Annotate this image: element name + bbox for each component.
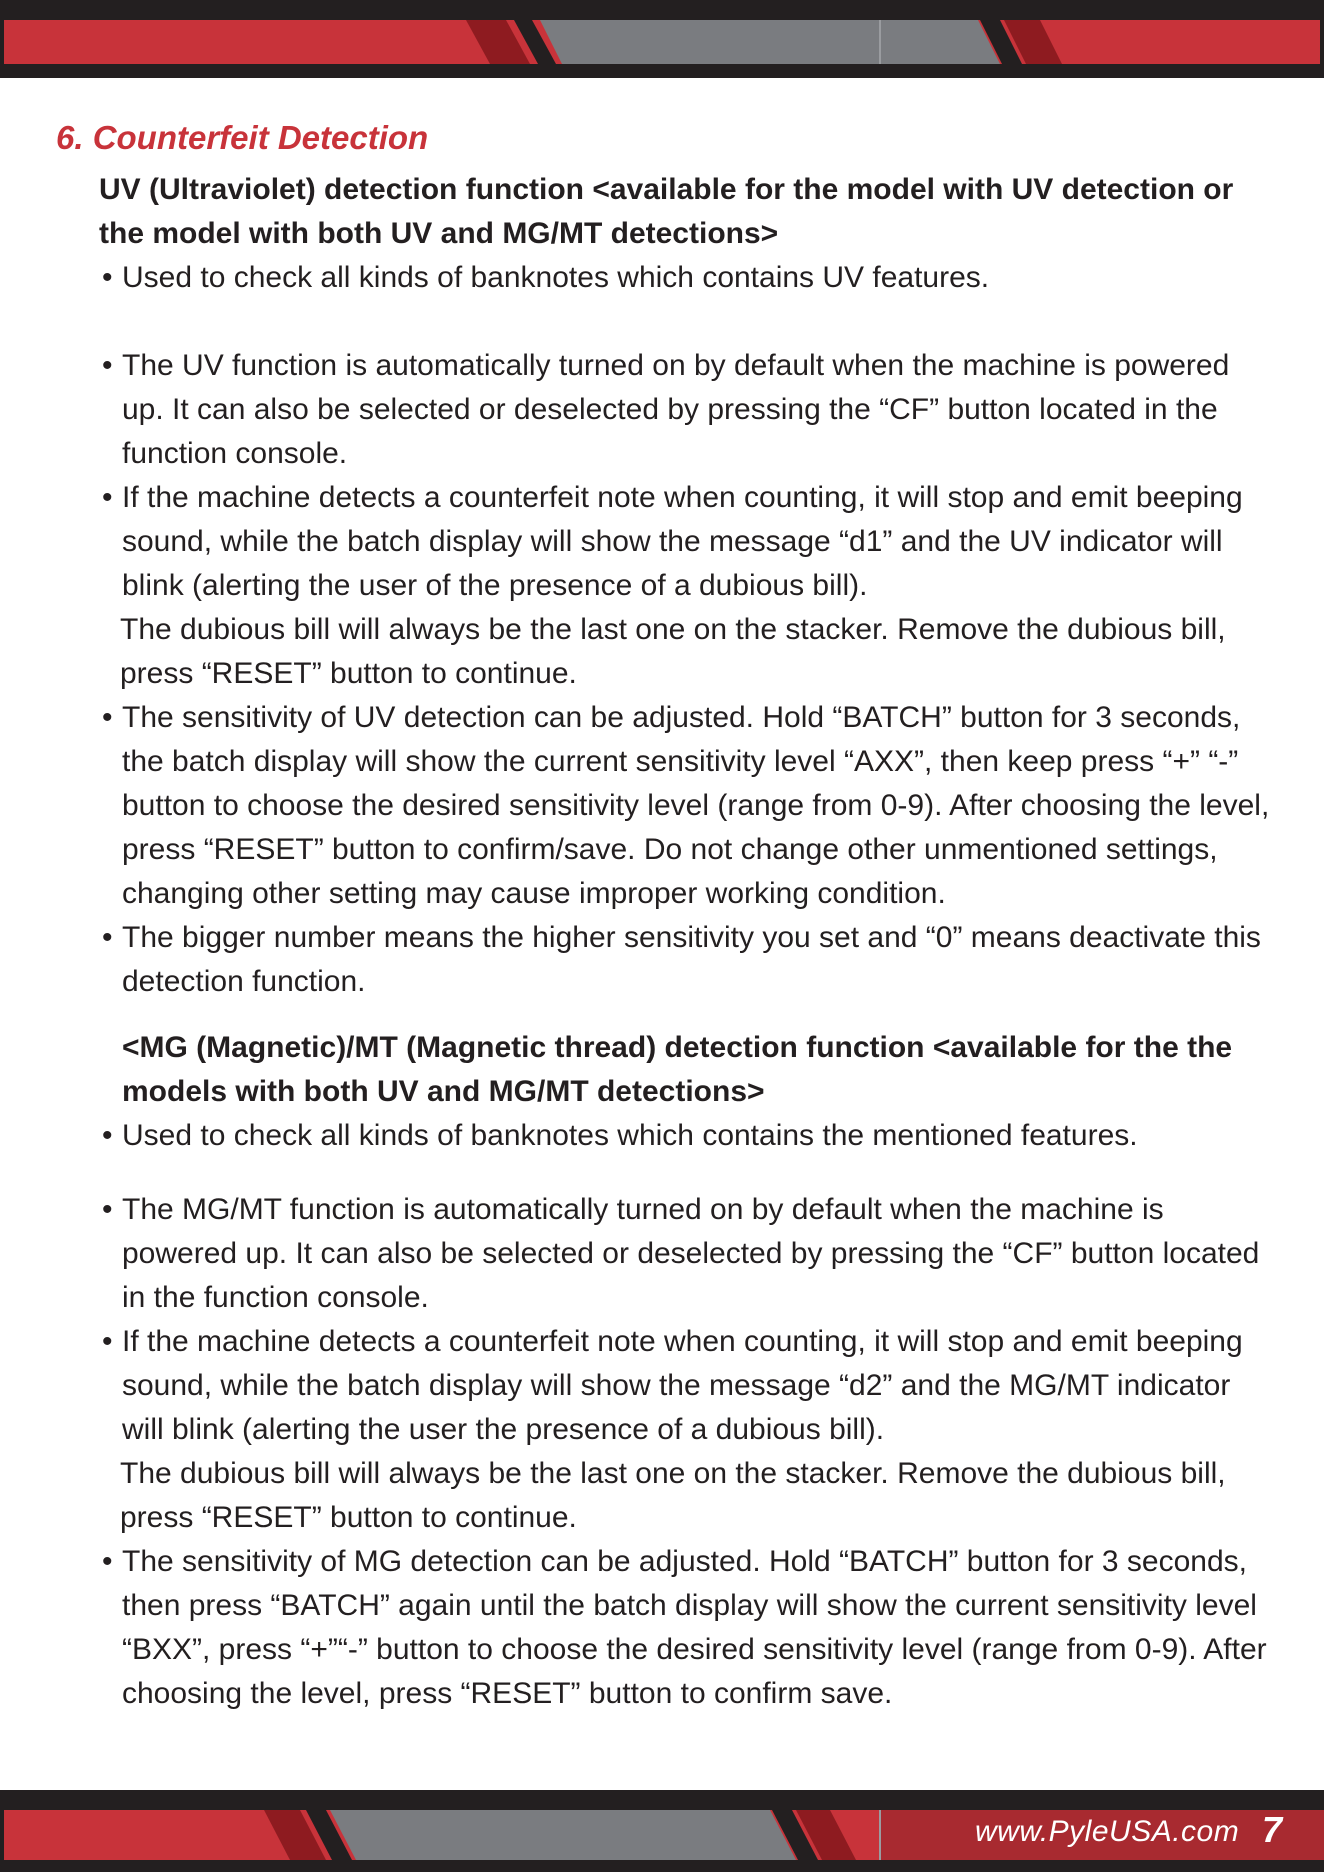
bullet-glyph: • xyxy=(102,1545,113,1578)
mg-intro-text: Used to check all kinds of banknotes which contains the mentioned features. xyxy=(122,1119,1138,1152)
uv-bullet-counterfeit-stop xyxy=(0,476,1272,696)
uv-bullet-list xyxy=(0,344,1324,1004)
mg-heading: <MG (Magnetic)/MT (Magnetic thread) detection function <available for the the models with both UV and MG/MT detections> xyxy=(122,1031,1233,1108)
mg-bullet-counterfeit-stop xyxy=(0,1320,1272,1540)
mg-bullet-auto-on xyxy=(0,1188,1272,1320)
footer-url-link[interactable]: www.PyleUSA.com xyxy=(975,1815,1240,1848)
mg-bullet-text: The sensitivity of MG detection can be adjusted. Hold “BATCH” button for 3 seconds, then press “BATCH” again until the batch display will show the current sensitivity level “BXX”, press “+”“-” button to choose the desired sensitivity level (range from 0-9). After choosing the level, press “RESET” button to confirm save. xyxy=(122,1545,1267,1710)
uv-intro-item xyxy=(0,256,1272,300)
uv-intro-text: Used to check all kinds of banknotes which contains UV features. xyxy=(122,261,990,294)
uv-bullet-number-meaning xyxy=(0,916,1272,1004)
mg-section xyxy=(0,1026,1324,1716)
section-title: 6. Counterfeit Detection xyxy=(56,119,429,156)
mg-intro-list xyxy=(0,1114,1324,1158)
spacer xyxy=(0,1158,1324,1188)
bullet-glyph: • xyxy=(102,349,113,382)
bullet-glyph: • xyxy=(102,701,113,734)
page-content xyxy=(0,118,1324,1716)
uv-heading: UV (Ultraviolet) detection function <available for the model with UV detection or the model with both UV and MG/MT detections> xyxy=(99,173,1234,250)
uv-bullet-text: The sensitivity of UV detection can be adjusted. Hold “BATCH” button for 3 seconds, the batch display will show the current sensitivity level “AXX”, then keep press “+” “-” button to choose the desired sensitivity level (range from 0-9). After choosing the level, press “RESET” button to confirm/save. Do not change other unmentioned settings, changing other setting may cause improper working condition. xyxy=(122,701,1270,910)
uv-bullet-sensitivity xyxy=(0,696,1272,916)
bullet-glyph: • xyxy=(102,1325,113,1358)
spacer xyxy=(0,300,1324,344)
uv-intro-list xyxy=(0,256,1324,300)
bullet-glyph: • xyxy=(102,1193,113,1226)
mg-bullet-text: The MG/MT function is automatically turned on by default when the machine is powered up. It can also be selected or deselected by pressing the “CF” button located in the function console. xyxy=(122,1193,1260,1314)
mg-bullet-sensitivity xyxy=(0,1540,1272,1716)
mg-bullet-continuation: The dubious bill will always be the last one on the stacker. Remove the dubious bill, press “RESET” button to continue. xyxy=(120,1457,1226,1534)
uv-section xyxy=(0,168,1324,1004)
mg-bullet-list xyxy=(0,1188,1324,1716)
uv-bullet-auto-on xyxy=(0,344,1272,476)
top-banner xyxy=(0,0,1324,78)
bullet-glyph: • xyxy=(102,1119,113,1152)
bullet-glyph: • xyxy=(102,261,113,294)
page-number: 7 xyxy=(1262,1809,1283,1850)
bullet-glyph: • xyxy=(102,481,113,514)
mg-bullet-text: If the machine detects a counterfeit note when counting, it will stop and emit beeping sound, while the batch display will show the message “d2” and the MG/MT indicator will blink (alerting the user the presence of a dubious bill). xyxy=(122,1325,1243,1446)
uv-bullet-text: If the machine detects a counterfeit note when counting, it will stop and emit beeping sound, while the batch display will show the message “d1” and the UV indicator will blink (alerting the user of the presence of a dubious bill). xyxy=(122,481,1243,602)
bullet-glyph: • xyxy=(102,921,113,954)
uv-bullet-continuation: The dubious bill will always be the last one on the stacker. Remove the dubious bill, press “RESET” button to continue. xyxy=(120,613,1226,690)
uv-bullet-text: The UV function is automatically turned on by default when the machine is powered up. It can also be selected or deselected by pressing the “CF” button located in the function console. xyxy=(122,349,1230,470)
mg-intro-item xyxy=(0,1114,1272,1158)
uv-bullet-text: The bigger number means the higher sensitivity you set and “0” means deactivate this detection function. xyxy=(122,921,1261,998)
